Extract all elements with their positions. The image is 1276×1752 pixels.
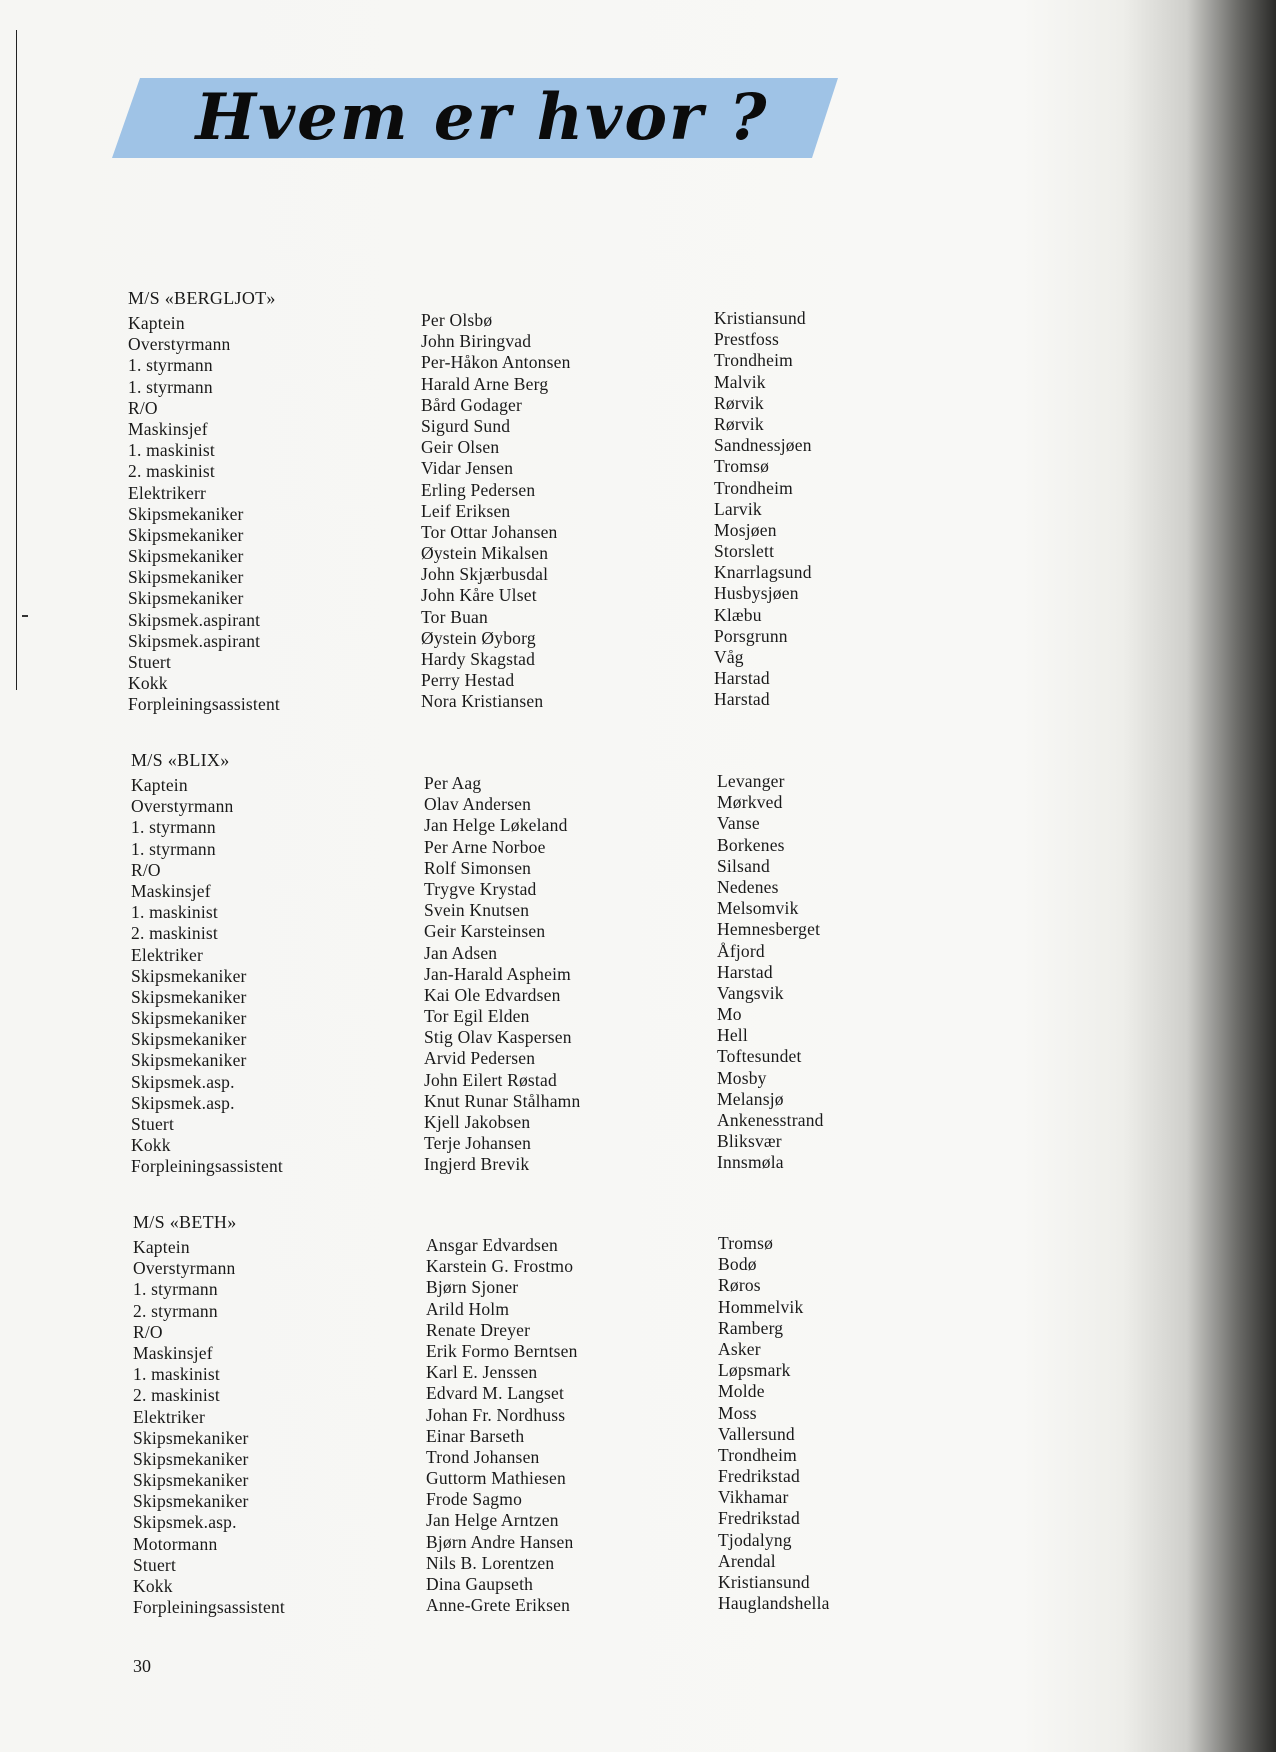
crew-name-entry: Erik Formo Berntsen [426, 1340, 578, 1361]
hometown-entry: Prestfoss [714, 329, 779, 350]
hometown-entry: Trondheim [714, 477, 793, 498]
crew-name-entry: Geir Olsen [421, 437, 500, 458]
hometown-entry: Bodø [718, 1254, 757, 1275]
crew-name-entry: Karstein G. Frostmo [426, 1256, 574, 1277]
crew-name-entry: Jan-Harald Aspheim [424, 963, 571, 984]
hometown-entry: Tjodalyng [718, 1529, 792, 1550]
ship-name: M/S «BLIX» [131, 750, 230, 770]
crew-name-column [424, 773, 580, 1176]
crew-name-entry: Rolf Simonsen [424, 857, 532, 878]
rank-entry: Overstyrmann [133, 1258, 236, 1279]
hometown-entry: Molde [718, 1381, 765, 1402]
hometown-entry: Husbysjøen [714, 583, 799, 604]
hometown-entry: Vangsvik [717, 982, 784, 1003]
crew-name-entry: Frode Sagmo [426, 1489, 523, 1510]
hometown-entry: Ramberg [718, 1317, 784, 1338]
rank-entry: 1. styrmann [131, 817, 216, 838]
crew-name-entry: Einar Barseth [426, 1425, 525, 1446]
hometown-entry: Knarrlagsund [714, 562, 812, 583]
crew-name-entry: Leif Eriksen [421, 500, 511, 521]
hometown-entry: Larvik [714, 498, 762, 519]
crew-name-entry: Renate Dreyer [426, 1319, 531, 1340]
rank-entry: 1. styrmann [133, 1279, 218, 1300]
crew-name-entry: Tor Egil Elden [424, 1006, 530, 1027]
crew-name-column [426, 1235, 578, 1616]
crew-name-entry: John Kåre Ulset [421, 585, 537, 606]
crew-name-entry: Guttorm Mathiesen [426, 1468, 566, 1489]
crew-name-entry: Trygve Krystad [424, 878, 537, 899]
crew-name-entry: Stig Olav Kaspersen [424, 1027, 572, 1048]
rank-entry: R/O [128, 397, 158, 418]
rank-entry: 2. maskinist [133, 1385, 220, 1406]
binding-edge-line [16, 30, 17, 690]
rank-entry: Maskinsjef [128, 418, 208, 439]
hometown-entry: Malvik [714, 371, 766, 392]
rank-entry: Skipsmekaniker [133, 1448, 249, 1469]
rank-entry: 2. maskinist [128, 461, 215, 482]
rank-entry: Kokk [131, 1135, 171, 1156]
hometown-entry: Tromsø [714, 456, 770, 477]
crew-name-entry: Edvard M. Langset [426, 1383, 565, 1404]
ship-name: M/S «BETH» [133, 1212, 237, 1232]
crew-name-entry: John Eilert Røstad [424, 1069, 557, 1090]
crew-name-entry: Karl E. Jenssen [426, 1362, 538, 1383]
hometown-entry: Fredrikstad [718, 1466, 800, 1487]
rank-entry: Motormann [133, 1533, 218, 1554]
crew-name-entry: John Biringvad [421, 331, 532, 352]
hometown-entry: Røros [718, 1275, 761, 1296]
page-number: 30 [133, 1656, 151, 1676]
crew-name-entry: Sigurd Sund [421, 415, 511, 436]
rank-entry: Skipsmek.asp. [131, 1071, 235, 1092]
hometown-entry: Mo [717, 1004, 742, 1025]
crew-name-entry: Per Aag [424, 773, 482, 793]
hometown-entry: Porsgrunn [714, 625, 788, 646]
hometown-entry: Ankenesstrand [717, 1110, 824, 1130]
rank-entry: Elektriker [131, 944, 203, 965]
rank-entry: Skipsmekaniker [128, 588, 244, 609]
rank-entry: Kaptein [131, 775, 188, 795]
hometown-entry: Hell [717, 1025, 748, 1046]
rank-entry: Stuert [131, 1114, 175, 1134]
rank-entry: Skipsmekaniker [128, 546, 244, 567]
rank-entry: R/O [131, 859, 161, 880]
hometown-entry: Levanger [717, 771, 785, 791]
rank-entry: Stuert [128, 652, 172, 672]
crew-name-entry: Bjørn Sjoner [426, 1277, 519, 1298]
hometown-entry: Fredrikstad [718, 1508, 800, 1529]
hometown-entry: Klæbu [714, 604, 762, 625]
rank-entry: 1. styrmann [128, 376, 213, 397]
binding-mark [22, 615, 28, 617]
hometown-entry: Harstad [714, 689, 770, 710]
rank-entry: Skipsmekaniker [133, 1470, 249, 1491]
rank-entry: Skipsmekaniker [128, 567, 244, 588]
crew-name-entry: Nils B. Lorentzen [426, 1552, 555, 1573]
crew-name-entry: Jan Helge Arntzen [426, 1510, 559, 1531]
rank-entry: Maskinsjef [133, 1342, 213, 1363]
crew-name-entry: Knut Runar Stålhamn [424, 1090, 581, 1111]
hometown-entry: Borkenes [717, 834, 785, 855]
crew-name-column [421, 310, 571, 713]
rank-entry: Skipsmekaniker [133, 1491, 249, 1512]
hometown-entry: Vikhamar [718, 1487, 789, 1508]
rank-entry: 1. styrmann [128, 355, 213, 376]
rank-entry: Elektriker [133, 1406, 205, 1427]
crew-name-entry: Øystein Mikalsen [421, 543, 549, 564]
hometown-entry: Hemnesberget [717, 919, 821, 940]
hometown-column [717, 771, 824, 1174]
crew-name-entry: Geir Karsteinsen [424, 921, 546, 942]
hometown-entry: Melansjø [717, 1088, 784, 1109]
rank-column [128, 313, 280, 716]
crew-name-entry: Terje Johansen [424, 1133, 532, 1154]
hometown-entry: Bliksvær [717, 1131, 782, 1152]
rank-entry: Skipsmekaniker [133, 1427, 249, 1448]
crew-name-entry: Johan Fr. Nordhuss [426, 1404, 566, 1425]
rank-entry: Skipsmekaniker [131, 1050, 247, 1071]
rank-column [133, 1237, 285, 1618]
ship-name: M/S «BERGLJOT» [128, 288, 276, 308]
hometown-entry: Vanse [717, 813, 760, 834]
hometown-entry: Moss [718, 1402, 757, 1423]
crew-name-entry: Jan Adsen [424, 942, 498, 963]
rank-entry: Skipsmekaniker [131, 1029, 247, 1050]
hometown-column [718, 1233, 830, 1614]
hometown-entry: Harstad [714, 668, 770, 689]
hometown-entry: Harstad [717, 961, 773, 982]
crew-name-entry: Per-Håkon Antonsen [421, 352, 571, 373]
hometown-entry: Storslett [714, 541, 775, 562]
rank-entry: Kaptein [128, 313, 185, 333]
crew-name-entry: Tor Buan [421, 606, 488, 627]
hometown-entry: Rørvik [714, 413, 764, 434]
crew-name-entry: Svein Knutsen [424, 900, 530, 921]
hometown-entry: Åfjord [717, 940, 765, 961]
crew-name-entry: Arvid Pedersen [424, 1048, 536, 1069]
crew-name-entry: Anne-Grete Eriksen [426, 1595, 571, 1616]
rank-entry: Overstyrmann [128, 334, 231, 355]
crew-name-entry: John Skjærbusdal [421, 564, 549, 585]
rank-entry: Skipsmekaniker [131, 1008, 247, 1029]
crew-name-entry: Kjell Jakobsen [424, 1112, 531, 1132]
rank-entry: Kokk [128, 673, 168, 694]
hometown-entry: Sandnessjøen [714, 435, 812, 456]
rank-entry: 1. styrmann [131, 838, 216, 859]
rank-entry: Elektrikerr [128, 482, 206, 503]
crew-name-entry: Øystein Øyborg [421, 627, 536, 648]
rank-entry: Kokk [133, 1576, 173, 1596]
rank-entry: Forpleiningsassistent [128, 694, 280, 715]
hometown-entry: Tromsø [718, 1233, 774, 1253]
hometown-entry: Løpsmark [718, 1360, 791, 1381]
hometown-entry: Trondheim [718, 1444, 797, 1465]
rank-entry: 2. styrmann [133, 1300, 218, 1321]
crew-name-entry: Nora Kristiansen [421, 691, 544, 712]
crew-name-entry: Vidar Jensen [421, 458, 514, 479]
hometown-entry: Rørvik [714, 392, 764, 413]
hometown-entry: Asker [718, 1338, 761, 1359]
hometown-entry: Våg [714, 647, 744, 667]
hometown-entry: Silsand [717, 855, 770, 876]
hometown-entry: Arendal [718, 1550, 776, 1571]
rank-entry: Skipsmek.asp. [133, 1512, 237, 1533]
crew-name-entry: Hardy Skagstad [421, 649, 536, 669]
hometown-entry: Hommelvik [718, 1296, 804, 1317]
hometown-entry: Toftesundet [717, 1046, 802, 1067]
rank-entry: 2. maskinist [131, 923, 218, 944]
hometown-entry: Melsomvik [717, 898, 799, 919]
rank-entry: Forpleiningsassistent [131, 1156, 283, 1177]
rank-entry: Skipsmek.aspirant [128, 630, 261, 651]
hometown-entry: Mørkved [717, 792, 783, 813]
crew-name-entry: Erling Pedersen [421, 479, 536, 500]
rank-entry: R/O [133, 1321, 163, 1342]
title-banner [112, 78, 838, 158]
crew-name-entry: Tor Ottar Johansen [421, 521, 558, 542]
crew-name-entry: Arild Holm [426, 1298, 510, 1319]
rank-entry: 1. maskinist [131, 902, 218, 923]
rank-entry: Skipsmek.aspirant [128, 609, 261, 630]
page-title: Hvem er hvor ? [195, 80, 769, 155]
rank-entry: Maskinsjef [131, 880, 211, 901]
hometown-entry: Innsmøla [717, 1152, 784, 1173]
crew-name-entry: Bjørn Andre Hansen [426, 1531, 574, 1552]
crew-name-entry: Per Arne Norboe [424, 836, 546, 857]
crew-name-entry: Ansgar Edvardsen [426, 1235, 558, 1255]
hometown-entry: Mosjøen [714, 519, 777, 540]
hometown-entry: Mosby [717, 1067, 767, 1088]
crew-name-entry: Trond Johansen [426, 1446, 540, 1467]
crew-name-entry: Bård Godager [421, 394, 523, 415]
crew-name-entry: Perry Hestad [421, 670, 515, 691]
rank-entry: Forpleiningsassistent [133, 1597, 285, 1618]
rank-entry: Skipsmekaniker [131, 965, 247, 986]
crew-name-entry: Per Olsbø [421, 310, 493, 330]
crew-name-entry: Kai Ole Edvardsen [424, 984, 561, 1005]
rank-entry: Kaptein [133, 1237, 190, 1257]
hometown-entry: Kristiansund [714, 308, 806, 328]
hometown-entry: Trondheim [714, 350, 793, 371]
crew-name-entry: Ingjerd Brevik [424, 1154, 530, 1175]
rank-entry: Skipsmek.asp. [131, 1092, 235, 1113]
crew-name-entry: Dina Gaupseth [426, 1574, 534, 1594]
hometown-entry: Hauglandshella [718, 1593, 830, 1614]
rank-entry: Skipsmekaniker [128, 524, 244, 545]
rank-column [131, 775, 283, 1178]
rank-entry: Skipsmekaniker [128, 503, 244, 524]
crew-name-entry: Harald Arne Berg [421, 373, 549, 394]
crew-name-entry: Olav Andersen [424, 794, 532, 815]
rank-entry: Stuert [133, 1554, 177, 1575]
crew-name-entry: Jan Helge Løkeland [424, 815, 568, 836]
rank-entry: 1. maskinist [128, 440, 215, 461]
rank-entry: Overstyrmann [131, 796, 234, 817]
hometown-column [714, 308, 812, 711]
rank-entry: 1. maskinist [133, 1364, 220, 1385]
hometown-entry: Kristiansund [718, 1572, 810, 1592]
hometown-entry: Vallersund [718, 1423, 795, 1444]
hometown-entry: Nedenes [717, 876, 779, 897]
rank-entry: Skipsmekaniker [131, 986, 247, 1007]
